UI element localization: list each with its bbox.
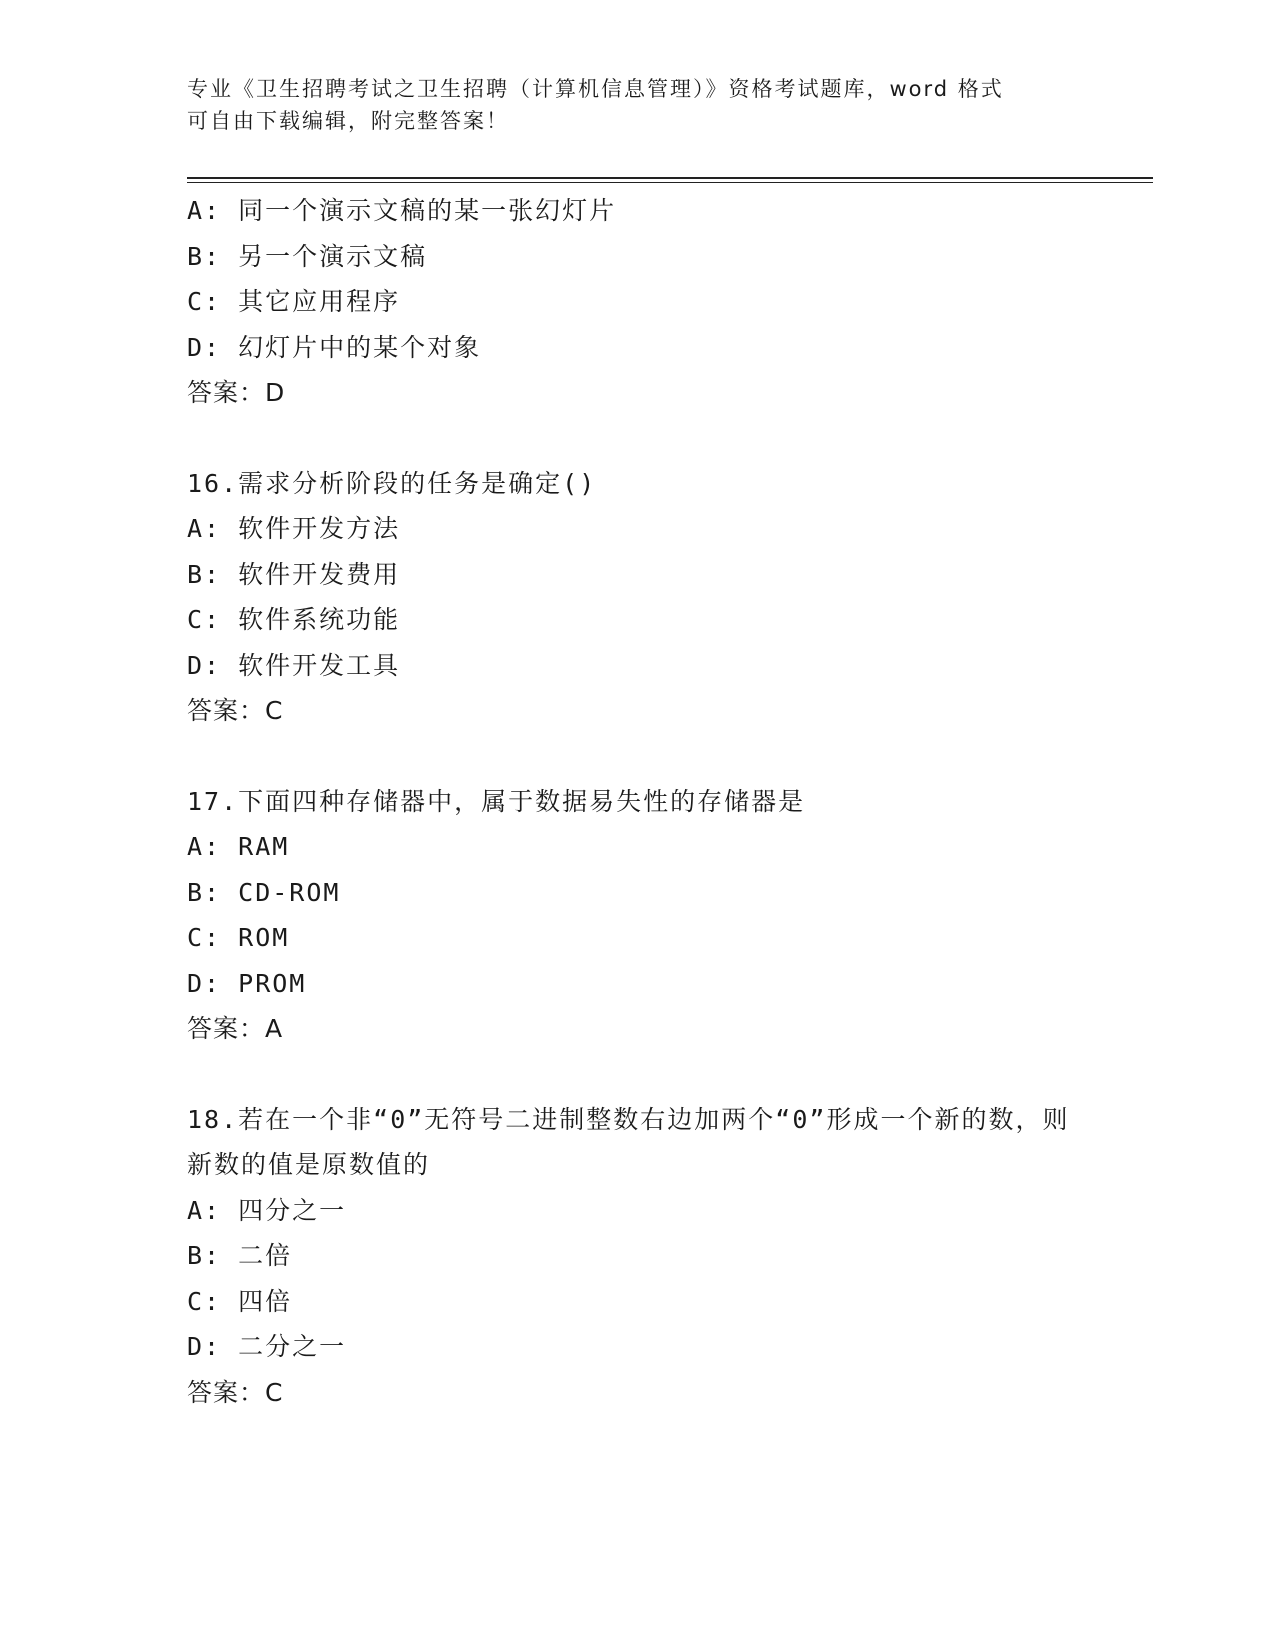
question-block-16 [187,461,1087,734]
option-d: D: 二分之一 [187,1332,347,1361]
spacer [187,1052,1087,1097]
option-a: A: 四分之一 [187,1195,347,1225]
answer-line: 答案：D [187,378,286,407]
question-text: 17.下面四种存储器中，属于数据易失性的存储器是 [187,786,806,816]
option-b: B: 二倍 [187,1241,293,1270]
option-d: D: PROM [187,968,307,998]
question-list [187,188,1087,1415]
question-block-15 [187,188,1087,416]
option-b: B: 另一个演示文稿 [187,241,428,271]
option-c: C: 其它应用程序 [187,287,401,316]
question-text: 16.需求分析阶段的任务是确定() [187,468,597,498]
answer-line: 答案：C [187,696,284,725]
option-a: A: 软件开发方法 [187,514,401,543]
header-line-1: 专业《卫生招聘考试之卫生招聘（计算机信息管理）》资格考试题库，word 格式 [187,77,1004,101]
header-line-2: 可自由下载编辑，附完整答案！ [187,109,509,133]
option-a: A: 同一个演示文稿的某一张幻灯片 [187,196,617,225]
option-b: B: CD-ROM [187,877,341,907]
spacer [187,416,1087,461]
answer-line: 答案：C [187,1377,284,1407]
question-text: 18.若在一个非“0”无符号二进制整数右边加两个“0”形成一个新的数，则新数的值是原数值的 [187,1104,1070,1179]
spacer [187,734,1087,779]
answer-line: 答案：A [187,1014,284,1043]
option-b: B: 软件开发费用 [187,559,401,589]
option-d: D: 软件开发工具 [187,650,401,680]
option-c: C: ROM [187,923,290,952]
option-c: C: 软件系统功能 [187,605,401,634]
document-header [187,73,1067,137]
option-d: D: 幻灯片中的某个对象 [187,332,482,362]
question-block-18 [187,1097,1087,1416]
header-divider-thin [187,182,1153,183]
header-divider-thick [187,177,1153,179]
option-c: C: 四倍 [187,1286,293,1316]
question-block-17 [187,779,1087,1052]
option-a: A: RAM [187,832,290,861]
